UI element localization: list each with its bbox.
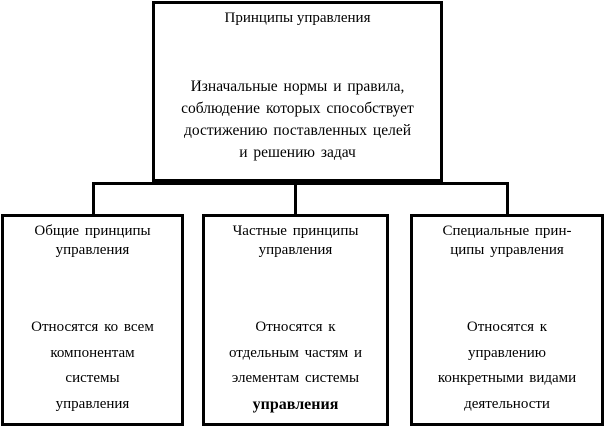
root-desc-line: достижению поставленных целей [184,122,411,139]
desc-line: системы [65,370,120,386]
child-node-description [10,315,175,417]
child-node-title [417,222,597,260]
desc-line: Относятся к [255,319,336,335]
connector-vertical-special [506,182,509,215]
root-desc-line: и решению задач [239,144,356,161]
desc-line: Относятся ко всем [31,319,154,335]
desc-line: конкретными видами [437,370,577,386]
child-node-title [209,222,382,260]
desc-line: управления [55,395,130,412]
root-node-title: Принципы управления [224,10,371,26]
root-desc-line: Изначальные нормы и правила, [190,78,405,95]
desc-line: отдельным частям и [228,344,362,361]
title-line: ципы управления [450,242,564,258]
desc-line: элементам системы [231,370,360,386]
title-line: Специальные прин- [442,223,572,239]
desc-line: деятельности [464,395,550,412]
child-node-description [419,315,595,417]
child-node-particular-principles [202,214,389,426]
root-node-description [161,76,434,164]
connector-vertical-general [92,182,95,215]
title-line: Общие принципы [34,223,151,239]
desc-line: Относятся к [466,319,548,335]
title-line: управления [55,242,130,258]
connector-vertical-particular [294,182,297,215]
desc-line: управлению [468,344,546,361]
child-node-description [211,315,380,417]
child-node-title [8,222,177,260]
title-line: Частные принципы [232,223,359,239]
desc-line-bold: управления [252,395,339,413]
root-node-management-principles [152,1,443,182]
desc-line: компонентам [50,344,135,361]
child-node-general-principles [1,214,184,426]
title-line: управления [258,242,333,258]
connector-horizontal [92,182,509,185]
root-desc-line: соблюдение которых способствует [181,100,414,117]
child-node-special-principles [410,214,604,426]
